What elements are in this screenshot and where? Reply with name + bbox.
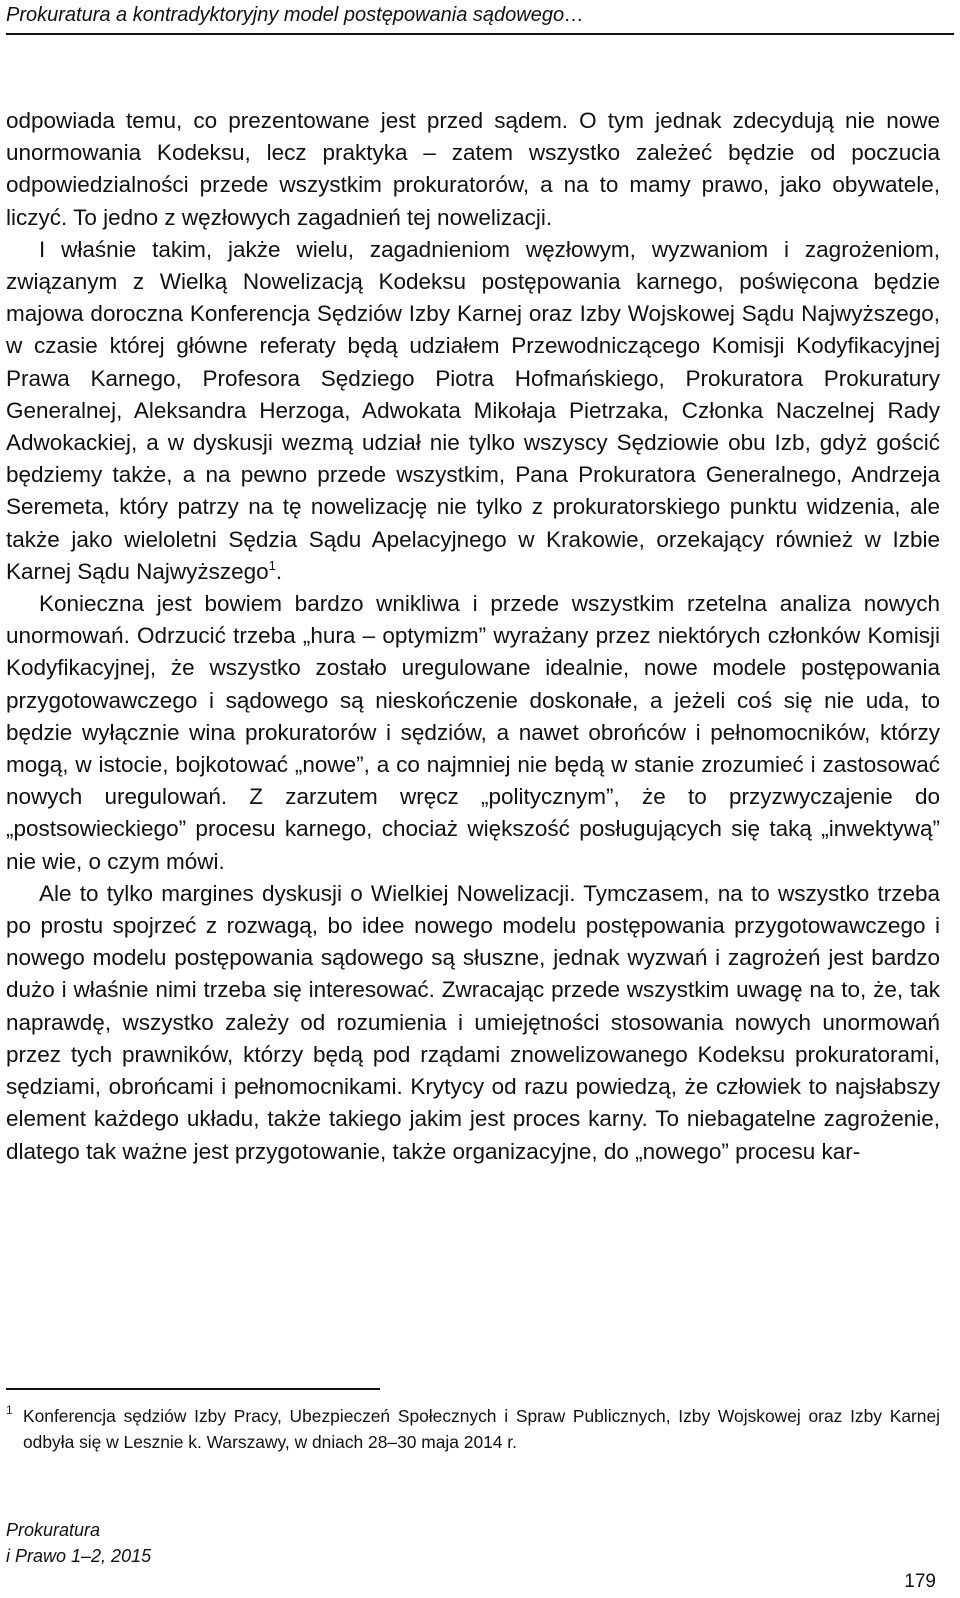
footnote-separator [6, 1388, 380, 1390]
journal-name [6, 1517, 151, 1569]
footnote-reference[interactable]: 1 [268, 557, 276, 573]
running-header-title: Prokuratura a kontradyktoryjny model postępowania sądowego… [6, 4, 585, 26]
footnote-text: Konferencja sędziów Izby Pracy, Ubezpieczeń Społecznych i Spraw Publicznych, Izby Wojskowej oraz Izby Karnej odbyła się w Leszniе k. Warszawy, w dniach 28–30 maja 2014 r. [23, 1406, 940, 1452]
footnote-mark: 1 [6, 1403, 13, 1417]
main-text [6, 105, 940, 1168]
paragraph-2-text: I właśnie takim, jakże wielu, zagadnieniom węzłowym, wyzwaniom i zagrożeniom, związanym z Wielką Nowelizacją Kodeksu postępowania karnego, poświęcona będzie majowa doroczna Konferencja Sędziów Izby Karnej oraz Izby Wojskowej Sądu Najwyższego, w czasie której główne referaty będą udziałem Przewodniczącego Komisji Kodyfikacyjnej Prawa Karnego, Profesora Sędziego Piotra Hofmańskiego, Prokuratora Prokuratury Generalnej, Aleksandra Herzoga, Adwokata Mikołaja Pietrzaka, Członka Naczelnej Rady Adwokackiej, a w dyskusji wezmą udział nie tylko wszyscy Sędziowie obu Izb, gdyż gościć będziemy także, a na pewno przede wszystkim, Pana Prokuratora Generalnego, Andrzeja Seremeta, który patrzy na tę nowelizację nie tylko z prokuratorskiego punktu widzenia, ale także jako wieloletni Sędzia Sądu Apelacyjnego w Krakowie, orzekający również w Izbie Karnej Sądu Najwyższego [6, 236, 940, 584]
paragraph-3: Konieczna jest bowiem bardzo wnikliwa i przede wszystkim rzetelna analiza nowych unormowań. Odrzucić trzeba „hura – optymizm” wyrażany przez niektórych członków Komisji Kodyfikacyjnej, że wszystko zostało uregulowane idealnie, nowe modele postępowania przygotowawczego i sądowego są nieskończenie doskonałe, a jeżeli coś się nie uda, to będzie wyłącznie wina prokuratorów i sędziów, a nawet obrońców i pełnomocników, którzy mogą, w istocie, bojkotować „nowe”, a co najmniej nie będą w stanie zrozumieć i zastosować nowych uregulowań. Z zarzutem wręcz „politycznym”, że to przyzwyczajenie do „postsowieckiego” procesu karnego, chociaż większość posługujących się taką „inwektywą” nie wie, o czym mówi. [6, 591, 940, 874]
page-number: 179 [904, 1571, 936, 1592]
header-rule [6, 33, 954, 35]
paragraph-4: Ale to tylko margines dyskusji o Wielkiej Nowelizacji. Tymczasem, na to wszystko trzeba po prostu spojrzeć z rozwagą, bo idee nowego modelu postępowania przygotowawczego i nowego modelu postępowania sądowego są słuszne, jednak wyzwań i zagrożeń jest bardzo dużo i właśnie nimi trzeba się interesować. Zwracając przede wszystkim uwagę na to, że, tak naprawdę, wszystko zależy od rozumienia i umiejętności stosowania nowych unormowań przez tych prawników, którzy będą pod rządami znowelizowanego Kodeksu prokuratorami, sędziami, obrońcami i pełnomocnikami. Krytycy od razu powiedzą, że człowiek to najsłabszy element każdego układu, także takiego jakim jest proces karny. To niebagatelne zagrożenie, dlatego tak ważne jest przygotowanie, także organizacyjne, do „nowego” procesu kar- [6, 880, 940, 1164]
paragraph-1: odpowiada temu, co prezentowane jest przed sądem. O tym jednak zdecydują nie nowe unormowania Kodeksu, lecz praktyka – zatem wszystko zależeć będzie od poczucia odpowiedzialności przede wszystkim prokuratorów, a na to mamy prawo, jako obywatele, liczyć. To jedno z węzłowych zagadnień tej nowelizacji. [6, 108, 940, 230]
footnote [6, 1403, 940, 1455]
journal-name-line-1: Prokuratura [6, 1520, 101, 1540]
paragraph-2-end: . [275, 558, 283, 584]
journal-name-line-2: i Prawo 1–2, 2015 [6, 1546, 152, 1566]
paragraph-2 [6, 234, 940, 588]
